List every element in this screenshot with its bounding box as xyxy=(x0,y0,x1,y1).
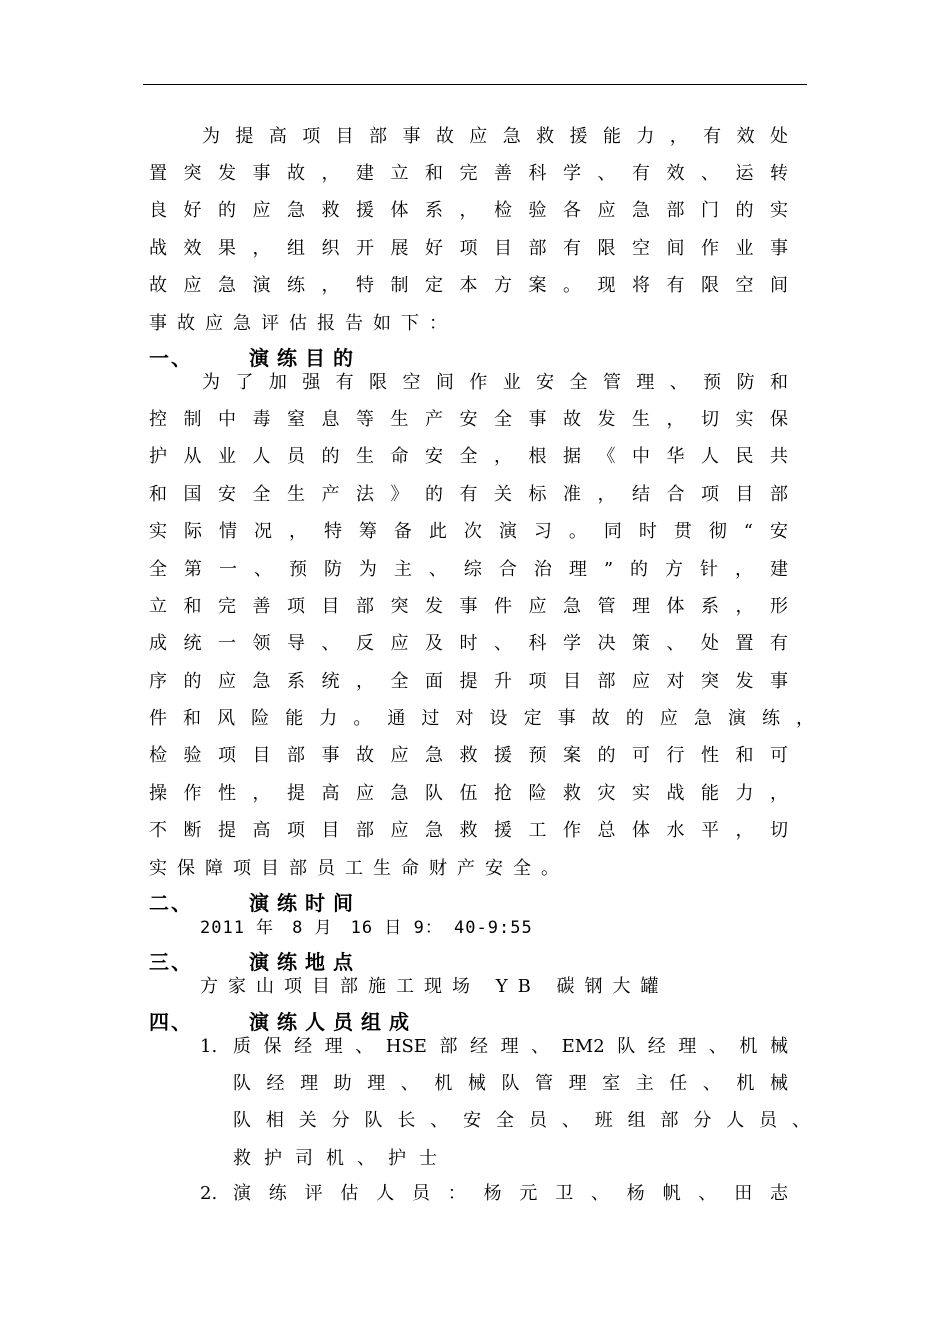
body-line: 为了加强有限空间作业安全管理、预防和 xyxy=(202,372,788,393)
intro-line: 为提高项目部事故应急救援能力，有效处 xyxy=(202,126,788,147)
section-number: 一、 xyxy=(149,346,193,370)
intro-line: 置突发事故，建立和完善科学、有效、运转 xyxy=(149,163,788,184)
section-title: 演练目的 xyxy=(249,346,361,370)
intro-line: 良好的应急救援体系，检验各应急部门的实 xyxy=(149,200,788,221)
body-line: 立和完善项目部突发事件应急管理体系，形 xyxy=(149,596,788,617)
body-line: 序的应急系统，全面提升项目部应对突发事 xyxy=(149,671,788,692)
body-line: 护从业人员的生命安全，根据《中华人民共 xyxy=(149,446,788,467)
section-number: 二、 xyxy=(149,891,193,915)
body-line: 操作性，提高应急队伍抢险救灾实战能力， xyxy=(149,783,788,804)
section-heading xyxy=(149,1010,417,1034)
drill-time: 2011 年 8 月 16 日 9： 40-9:55 xyxy=(200,918,533,938)
list-item-line: 救护司机、护士 xyxy=(233,1148,450,1169)
body-line: 不断提高项目部应急救援工作总体水平，切 xyxy=(149,820,788,841)
body-line: 成统一领导、反应及时、科学决策、处置有 xyxy=(149,633,788,654)
section-heading xyxy=(149,891,361,915)
list-number: 2. xyxy=(200,1183,218,1204)
section-title: 演练地点 xyxy=(249,950,361,974)
list-item-line: 队经理助理、机械队管理室主任、机械 xyxy=(233,1073,788,1094)
list-number: 1. xyxy=(200,1036,218,1057)
intro-line: 故应急演练，特制定本方案。现将有限空间 xyxy=(149,275,788,296)
section-number: 三、 xyxy=(149,950,193,974)
body-line: 全第一、预防为主、综合治理”的方针，建 xyxy=(149,559,788,580)
list-item-line: 演练评估人员：杨元卫、杨帆、田志 xyxy=(233,1183,788,1204)
list-item-line: 质保经理、HSE部经理、EM2队经理、机械 xyxy=(233,1036,788,1057)
body-line: 实保障项目部员工生命财产安全。 xyxy=(149,858,569,879)
section-number: 四、 xyxy=(149,1010,193,1034)
section-title: 演练时间 xyxy=(249,891,361,915)
section-title: 演练人员组成 xyxy=(249,1010,417,1034)
header-rule xyxy=(143,84,807,85)
body-line: 控制中毒窒息等生产安全事故发生，切实保 xyxy=(149,409,788,430)
body-line: 检验项目部事故应急救援预案的可行性和可 xyxy=(149,745,788,766)
list-item-line: 队相关分队长、安全员、班组部分人员、 xyxy=(233,1110,810,1131)
section-heading xyxy=(149,950,361,974)
body-line: 实际情况，特筹备此次演习。同时贯彻“安 xyxy=(149,521,788,542)
section-heading xyxy=(149,346,361,370)
intro-line: 事故应急评估报告如下： xyxy=(149,313,457,334)
body-line: 件和风险能力。通过对设定事故的应急演练， xyxy=(149,708,814,729)
body-line: 和国安全生产法》的有关标准，结合项目部 xyxy=(149,484,788,505)
intro-line: 战效果，组织开展好项目部有限空间作业事 xyxy=(149,238,788,259)
drill-location: 方家山项目部施工现场 YB 碳钢大罐 xyxy=(200,976,669,997)
